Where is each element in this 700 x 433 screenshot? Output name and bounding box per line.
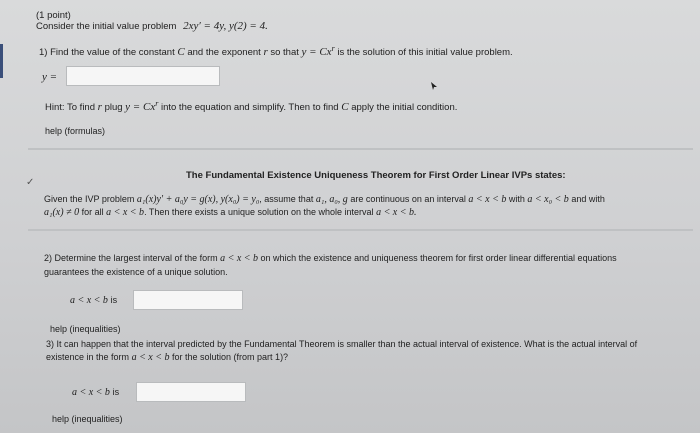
theorem-line2-eq: a₁(x) ≠ 0 bbox=[44, 207, 80, 218]
part3-prompt-c: for the solution (from part 1)? bbox=[172, 352, 289, 362]
intro-text: Consider the initial value problem bbox=[36, 21, 177, 32]
part1-prompt-eq: y = Cx bbox=[301, 46, 332, 59]
theorem-line1-b: , assume that bbox=[259, 194, 314, 204]
part3-answer-input[interactable] bbox=[136, 382, 246, 402]
part1-hint bbox=[45, 99, 457, 113]
theorem-line1-eq: a₁(x)y′ + a₀y = g(x), y(x₀) = y₀ bbox=[136, 194, 260, 205]
part1-hint-eq: y = Cx bbox=[125, 101, 156, 114]
part2-answer-suffix: is bbox=[110, 295, 118, 305]
help-inequalities-link-2[interactable]: help (inequalities) bbox=[52, 414, 123, 424]
theorem-line1-cond: a < x₀ < b bbox=[527, 194, 569, 205]
theorem-line2-int2: a < x < b. bbox=[376, 207, 417, 218]
part1-hint-c: into the equation and simplify. Then to find bbox=[160, 102, 339, 114]
part3-prompt-line-1: 3) It can happen that the interval predicted by the Fundamental Theorem is smaller than the actual interval of existence. What is the actual interval of bbox=[46, 339, 638, 349]
part2-answer-input[interactable] bbox=[133, 290, 243, 310]
theorem-line1-vars: a₁, a₀, g bbox=[315, 194, 348, 205]
part1-prompt-b: and the exponent bbox=[187, 47, 261, 59]
part3-answer-label: a < x < b bbox=[72, 387, 110, 398]
mouse-cursor-icon bbox=[431, 82, 437, 90]
theorem-line1-e: and with bbox=[571, 194, 605, 204]
part3-answer-suffix: is bbox=[112, 387, 120, 397]
theorem-line-2 bbox=[44, 207, 417, 218]
theorem-line2-b: . Then there exists a unique solution on the whole interval bbox=[144, 207, 374, 217]
part2-prompt-a: 2) Determine the largest interval of the form bbox=[44, 253, 218, 263]
part2-prompt-line-2: guarantees the existence of a unique solution. bbox=[44, 267, 228, 277]
part1-prompt-C: C bbox=[177, 46, 185, 59]
theorem-line2-int: a < x < b bbox=[106, 207, 145, 218]
part1-prompt-c: so that bbox=[270, 47, 299, 59]
theorem-line1-d: with bbox=[508, 194, 525, 204]
part1-hint-r-sup: r bbox=[155, 99, 159, 108]
theorem-line1-a: Given the IVP problem bbox=[44, 194, 135, 204]
part2-prompt-int: a < x < b bbox=[220, 253, 259, 264]
help-formulas-link[interactable]: help (formulas) bbox=[45, 126, 106, 136]
part2-answer-label: a < x < b bbox=[70, 295, 108, 306]
part3-prompt-int: a < x < b bbox=[131, 352, 170, 363]
divider-2 bbox=[28, 229, 693, 231]
part1-hint-C: C bbox=[341, 101, 349, 114]
part1-answer-label: y = bbox=[42, 71, 58, 83]
check-mark-icon: ✓ bbox=[26, 177, 35, 188]
theorem-line-1 bbox=[44, 194, 605, 205]
part3-answer-label-group bbox=[72, 387, 119, 398]
help-inequalities-link-1[interactable]: help (inequalities) bbox=[50, 324, 121, 334]
part1-hint-r: r bbox=[97, 101, 102, 114]
part1-prompt-r: r bbox=[263, 46, 268, 59]
part3-prompt-b: existence in the form bbox=[46, 352, 130, 362]
part1-prompt-r-sup: r bbox=[331, 44, 335, 53]
part1-hint-a: Hint: To find bbox=[45, 102, 95, 114]
theorem-title: The Fundamental Existence Uniqueness Theorem for First Order Linear IVPs states: bbox=[186, 170, 566, 181]
part1-prompt-d: is the solution of this initial value problem. bbox=[337, 47, 513, 59]
part1-answer-input[interactable] bbox=[66, 66, 220, 86]
part1-prompt-a: 1) Find the value of the constant bbox=[39, 47, 175, 59]
part2-answer-label-group bbox=[70, 295, 117, 306]
part2-prompt-line-1 bbox=[44, 253, 617, 264]
part2-prompt-b: on which the existence and uniqueness theorem for first order linear differential equations bbox=[260, 253, 617, 263]
left-accent-bar bbox=[0, 44, 3, 78]
theorem-line1-c: are continuous on an interval bbox=[350, 194, 466, 204]
theorem-line2-a: for all bbox=[81, 207, 104, 217]
divider-1 bbox=[28, 148, 693, 150]
theorem-line1-int: a < x < b bbox=[468, 194, 507, 205]
part1-hint-b: plug bbox=[104, 102, 123, 114]
points-label: (1 point) bbox=[36, 10, 71, 21]
part3-prompt-line-2 bbox=[46, 352, 288, 363]
intro-equation: 2xy′ = 4y, y(2) = 4. bbox=[183, 20, 268, 32]
part1-prompt bbox=[39, 44, 513, 58]
part1-hint-d: apply the initial condition. bbox=[351, 102, 458, 114]
intro-line bbox=[36, 20, 268, 32]
